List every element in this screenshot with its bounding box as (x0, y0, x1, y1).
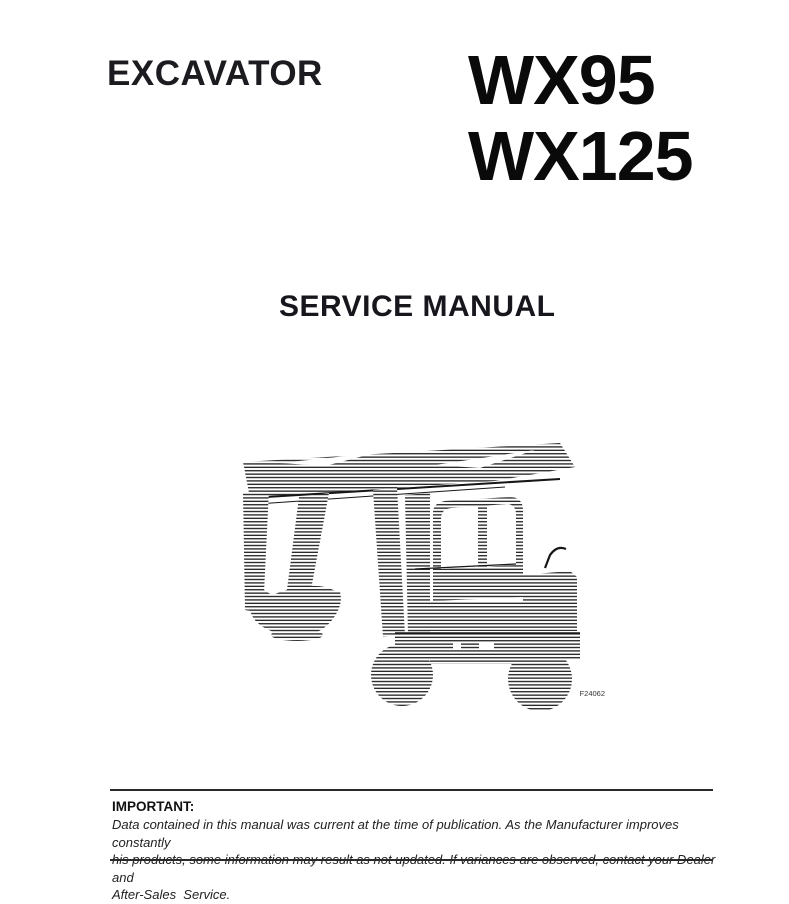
model-wx95: WX95 (468, 41, 655, 119)
page-title: SERVICE MANUAL (279, 290, 556, 323)
bucket-lip (271, 629, 323, 641)
excavator-illustration (225, 435, 625, 715)
notice-top-rule (110, 789, 713, 791)
notice-bottom-rule (110, 859, 713, 861)
body-belly (410, 601, 577, 631)
handrail (545, 548, 566, 568)
cab-pillar (478, 503, 487, 567)
notice-heading: IMPORTANT: (112, 799, 195, 814)
excavator-line-art-icon (225, 435, 625, 715)
category-title: EXCAVATOR (107, 54, 323, 93)
notice-line: his products, some information may result as not updated. If variances are observed, contact your Dealer and (112, 852, 719, 885)
boom-lower-section (373, 487, 405, 637)
notice-line: Data contained in this manual was current at the time of publication. As the Manufacturer improves constantly (112, 817, 683, 850)
rear-wheel (508, 647, 572, 711)
model-numbers (468, 42, 693, 194)
figure-code-label: F24062 (579, 689, 605, 698)
bucket (246, 584, 341, 636)
underbody (430, 650, 515, 664)
notice-line: After-Sales Service. (112, 887, 231, 902)
model-wx125: WX125 (468, 117, 693, 195)
boom-arm (243, 443, 575, 498)
front-wheel (371, 644, 433, 706)
